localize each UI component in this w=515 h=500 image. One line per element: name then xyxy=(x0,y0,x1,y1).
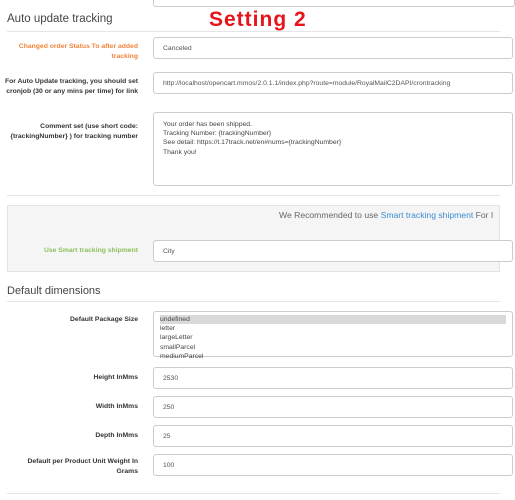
section-divider xyxy=(7,493,500,494)
comment-line: See detail: https://t.17track.net/en#nums={trackingNumber} xyxy=(163,139,342,147)
auto-update-heading: Auto update tracking xyxy=(7,13,113,25)
package-option[interactable]: undefined xyxy=(160,315,506,324)
use-smart-label: Use Smart tracking shipment xyxy=(43,247,138,254)
depth-label: Depth InMms xyxy=(95,432,138,439)
comment-line: Your order has been shipped. xyxy=(163,121,252,128)
package-size-label: Default Package Size xyxy=(70,316,138,323)
recommend-suffix: For I xyxy=(475,210,494,220)
setting-overlay-title: Setting 2 xyxy=(209,8,307,31)
comment-line: Thank you! xyxy=(163,148,197,156)
section-divider xyxy=(7,31,500,32)
package-option[interactable]: smallParcel xyxy=(160,343,196,351)
width-label: Width InMms xyxy=(95,403,138,410)
weight-input[interactable]: 100 xyxy=(153,454,513,476)
status-label: Changed order Status To after added tracking xyxy=(18,43,138,60)
comment-textarea[interactable] xyxy=(153,112,513,186)
use-smart-select[interactable]: City xyxy=(153,240,513,262)
recommend-prefix: We Recommended to use xyxy=(279,210,379,220)
section-divider xyxy=(7,195,500,196)
width-input[interactable]: 250 xyxy=(153,396,513,418)
package-option[interactable]: letter xyxy=(160,325,176,333)
previous-field-edge xyxy=(153,0,515,7)
recommend-line xyxy=(279,210,493,220)
package-size-listbox[interactable] xyxy=(153,311,513,360)
smart-tracking-link[interactable]: Smart tracking shipment xyxy=(380,210,474,220)
cron-url-field[interactable]: http://localhost/opencart.mmos/2.0.1.1/index.php?route=module/RoyalMailC2DAPI/crontracking xyxy=(153,72,513,94)
height-label: Height InMms xyxy=(93,374,138,381)
order-status-select[interactable]: Canceled xyxy=(153,37,513,59)
package-option[interactable]: mediumParcel xyxy=(160,352,204,360)
height-input[interactable]: 2530 xyxy=(153,367,513,389)
dimensions-heading: Default dimensions xyxy=(7,285,101,297)
weight-label: Default per Product Unit Weight In Grams xyxy=(27,458,138,475)
comment-label: Comment set (use short code: {trackingNumber} ) for tracking number xyxy=(10,123,138,140)
cron-label: For Auto Update tracking, you should set cronjob (30 or any mins per time) for link xyxy=(4,78,138,95)
package-option[interactable]: largeLetter xyxy=(160,334,193,342)
depth-input[interactable]: 25 xyxy=(153,425,513,447)
section-divider xyxy=(7,301,500,302)
comment-line: Tracking Number: {trackingNumber} xyxy=(163,130,272,138)
